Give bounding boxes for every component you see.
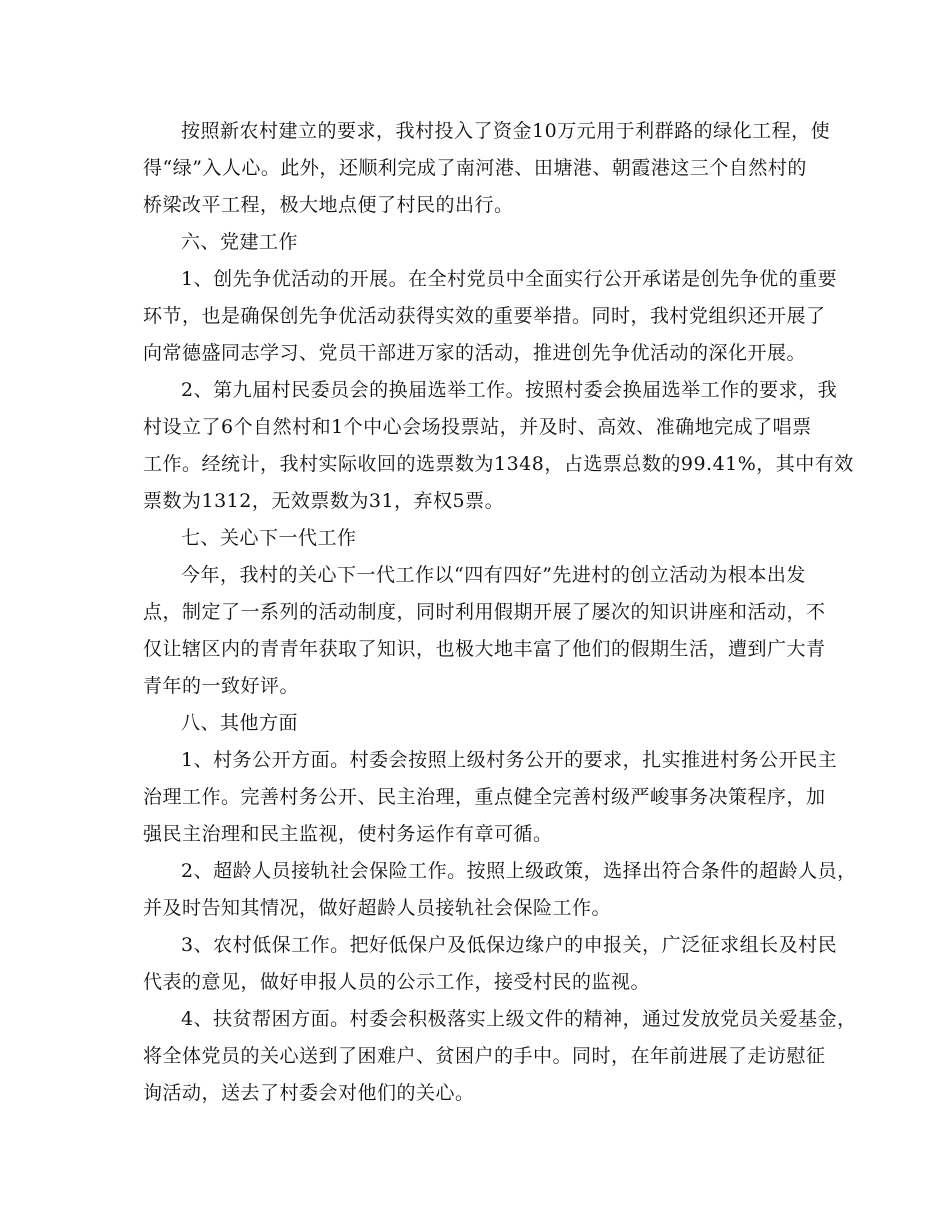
paragraph-line: 1、村务公开方面。村委会按照上级村务公开的要求，扎实推进村务公开民主: [181, 749, 838, 771]
paragraph-line: 2、第九届村民委员会的换届选举工作。按照村委会换届选举工作的要求，我: [181, 379, 838, 401]
paragraph-line: 强民主治理和民主监视，使村务运作有章可循。: [143, 823, 553, 845]
paragraph-line: 桥梁改平工程，极大地点便了村民的出行。: [143, 194, 514, 216]
paragraph-line: 按照新农村建立的要求，我村投入了资金10万元用于利群路的绿化工程，使: [181, 120, 831, 142]
paragraph-line: 4、扶贫帮困方面。村委会积极落实上级文件的精神，通过发放党员关爱基金，: [181, 1008, 857, 1030]
paragraph-line: 环节，也是确保创先争优活动获得实效的重要举措。同时，我村党组织还开展了: [143, 305, 826, 327]
paragraph-line: 向常德盛同志学习、党员干部进万家的活动，推进创先争优活动的深化开展。: [143, 342, 807, 364]
paragraph-line: 询活动，送去了村委会对他们的关心。: [143, 1082, 475, 1104]
paragraph-line: 今年，我村的关心下一代工作以“四有四好”先进村的创立活动为根本出发: [181, 564, 806, 586]
paragraph-line: 2、超龄人员接轨社会保险工作。按照上级政策，选择出符合条件的超龄人员，: [181, 860, 857, 882]
paragraph-line: 工作。经统计，我村实际收回的选票数为1348，占选票总数的99.41%，其中有效: [143, 453, 854, 475]
paragraph-line: 村设立了6个自然村和1个中心会场投票站，并及时、高效、准确地完成了唱票: [143, 416, 812, 438]
paragraph-line: 1、创先争优活动的开展。在全村党员中全面实行公开承诺是创先争优的重要: [181, 268, 838, 290]
paragraph-line: 票数为1312，无效票数为31，弃权5票。: [143, 490, 505, 512]
section-heading: 七、关心下一代工作: [181, 527, 357, 549]
paragraph-line: 3、农村低保工作。把好低保户及低保边缘户的申报关，广泛征求组长及村民: [181, 934, 838, 956]
paragraph-line: 青年的一致好评。: [143, 675, 300, 697]
paragraph-line: 治理工作。完善村务公开、民主治理，重点健全完善村级严峻事务决策程序，加: [143, 786, 826, 808]
paragraph-line: 将全体党员的关心送到了困难户、贫困户的手中。同时，在年前进展了走访慰征: [143, 1045, 826, 1067]
paragraph-line: 点，制定了一系列的活动制度，同时利用假期开展了屡次的知识讲座和活动，不: [143, 601, 826, 623]
paragraph-line: 得“绿”入人心。此外，还顺利完成了南河港、田塘港、朝霞港这三个自然村的: [143, 157, 807, 179]
paragraph-line: 代表的意见，做好申报人员的公示工作，接受村民的监视。: [143, 971, 651, 993]
section-heading: 八、其他方面: [181, 712, 299, 734]
paragraph-line: 并及时告知其情况，做好超龄人员接轨社会保险工作。: [143, 897, 612, 919]
paragraph-line: 仅让辖区内的青青年获取了知识，也极大地丰富了他们的假期生活，遭到广大青: [143, 638, 826, 660]
section-heading: 六、党建工作: [181, 231, 299, 253]
